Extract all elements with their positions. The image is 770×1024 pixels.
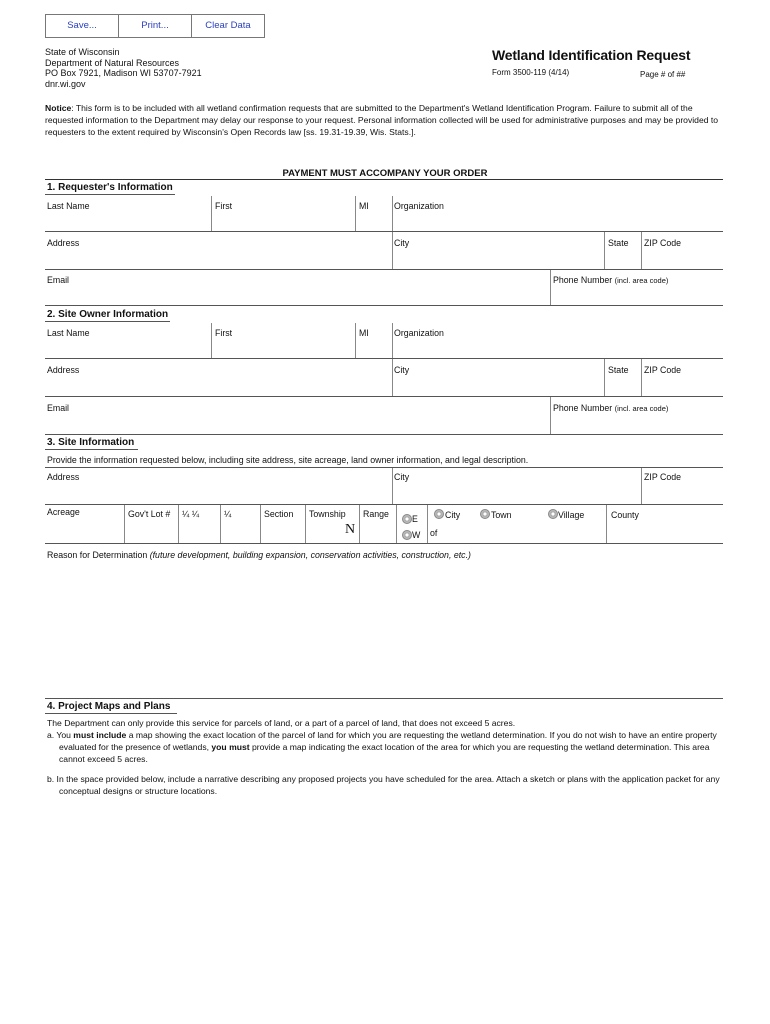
county-label: County <box>611 510 639 520</box>
requester-mi-label: MI <box>359 201 369 211</box>
section-label: Section <box>264 509 294 519</box>
section4-intro: The Department can only provide this service for parcels of land, or a part of a parcel of land, that does not exceed 5 acres. <box>47 718 516 728</box>
requester-state-label: State <box>608 238 629 248</box>
town-radio[interactable] <box>480 509 490 519</box>
village-radio[interactable] <box>548 509 558 519</box>
agency-website: dnr.wi.gov <box>45 78 86 89</box>
city-radio[interactable] <box>434 509 444 519</box>
site-city-label: City <box>394 472 410 482</box>
notice-label: Notice <box>45 103 72 113</box>
section4-item-b: b. In the space provided below, include a narrative describing any proposed projects you have scheduled for the area. Attach a sketch or plans with the application packet for any conceptual designs or structure locations. <box>47 774 720 796</box>
form-number: Form 3500-119 (4/14) <box>492 68 570 77</box>
owner-organization-label: Organization <box>394 328 444 338</box>
form-toolbar <box>45 14 265 38</box>
requester-email-label: Email <box>47 275 69 285</box>
range-label: Range <box>363 509 389 519</box>
town-option-label: Town <box>491 510 512 520</box>
agency-department: Department of Natural Resources <box>45 57 180 68</box>
requester-last-name-label: Last Name <box>47 201 90 211</box>
site-zip-label: ZIP Code <box>644 472 682 482</box>
site-address-label: Address <box>47 472 80 482</box>
notice-paragraph <box>45 102 725 138</box>
agency-po-box: PO Box 7921, Madison WI 53707-7921 <box>45 68 202 78</box>
township-direction: N <box>345 522 356 537</box>
requester-city-label: City <box>394 238 410 248</box>
owner-last-name-label: Last Name <box>47 328 90 338</box>
owner-state-label: State <box>608 365 629 375</box>
clear-data-button[interactable]: Clear Data <box>192 15 264 37</box>
range-east-label: E <box>412 514 418 524</box>
quarter-label: ¼ <box>224 509 232 519</box>
city-option-label: City <box>445 510 461 520</box>
site-instructions: Provide the information requested below, including site address, site acreage, land owner information, and legal description. <box>47 455 529 465</box>
page-number: Page # of ## <box>640 70 686 79</box>
requester-address-label: Address <box>47 238 80 248</box>
project-narrative-textarea[interactable] <box>45 800 723 1000</box>
save-button[interactable]: Save... <box>46 15 119 37</box>
reason-textarea[interactable] <box>45 562 723 696</box>
section1-title: 1. Requester's Information <box>47 182 173 193</box>
govt-lot-label: Gov't Lot # <box>128 509 171 519</box>
section2-title: 2. Site Owner Information <box>47 309 169 320</box>
range-west-label: W <box>412 530 421 540</box>
owner-mi-label: MI <box>359 328 369 338</box>
agency-address <box>45 47 202 89</box>
form-title: Wetland Identification Request <box>492 47 691 63</box>
owner-city-label: City <box>394 365 410 375</box>
print-button[interactable]: Print... <box>119 15 192 37</box>
of-label: of <box>430 528 438 538</box>
reason-label: Reason for Determination (future development, building expansion, conservation activities, construction, etc.) <box>47 550 471 560</box>
requester-first-label: First <box>215 201 233 211</box>
notice-text: : This form is to be included with all wetland confirmation requests that are submitted to the Department's Wetland Identification Program. Failure to submit all of the requested information to the Department may delay our response to your request. Personal information collected will be used for administrative purposes and may be provided to requesters to the extent required by Wisconsin's Open Records law [ss. 19.31-19.39, Wis. Stats.]. <box>45 103 719 137</box>
section4-title: 4. Project Maps and Plans <box>47 701 171 712</box>
range-east-radio[interactable] <box>402 514 412 524</box>
section4-item-a: a. You must include a map showing the exact location of the parcel of land for which you are requesting the wetland determination. If you do not wish to have an entire property evaluated for the presence of wetlands, you must provide a map indicating the exact location of the area for which you are requesting the wetland determination. This area cannot exceed 5 acres. <box>47 730 717 764</box>
requester-phone-label: Phone Number (incl. area code) <box>553 275 669 285</box>
agency-state: State of Wisconsin <box>45 47 120 57</box>
owner-address-label: Address <box>47 365 80 375</box>
owner-email-label: Email <box>47 403 69 413</box>
requester-organization-label: Organization <box>394 201 444 211</box>
owner-first-label: First <box>215 328 233 338</box>
acreage-label: Acreage <box>47 507 80 517</box>
section3-title: 3. Site Information <box>47 437 135 448</box>
township-label: Township <box>309 509 346 519</box>
quarter-quarter-label: ¼ ¼ <box>182 509 200 519</box>
payment-banner: PAYMENT MUST ACCOMPANY YOUR ORDER <box>282 168 488 179</box>
requester-zip-label: ZIP Code <box>644 238 682 248</box>
owner-phone-label: Phone Number (incl. area code) <box>553 403 669 413</box>
village-option-label: Village <box>558 510 585 520</box>
owner-zip-label: ZIP Code <box>644 365 682 375</box>
range-west-radio[interactable] <box>402 530 412 540</box>
